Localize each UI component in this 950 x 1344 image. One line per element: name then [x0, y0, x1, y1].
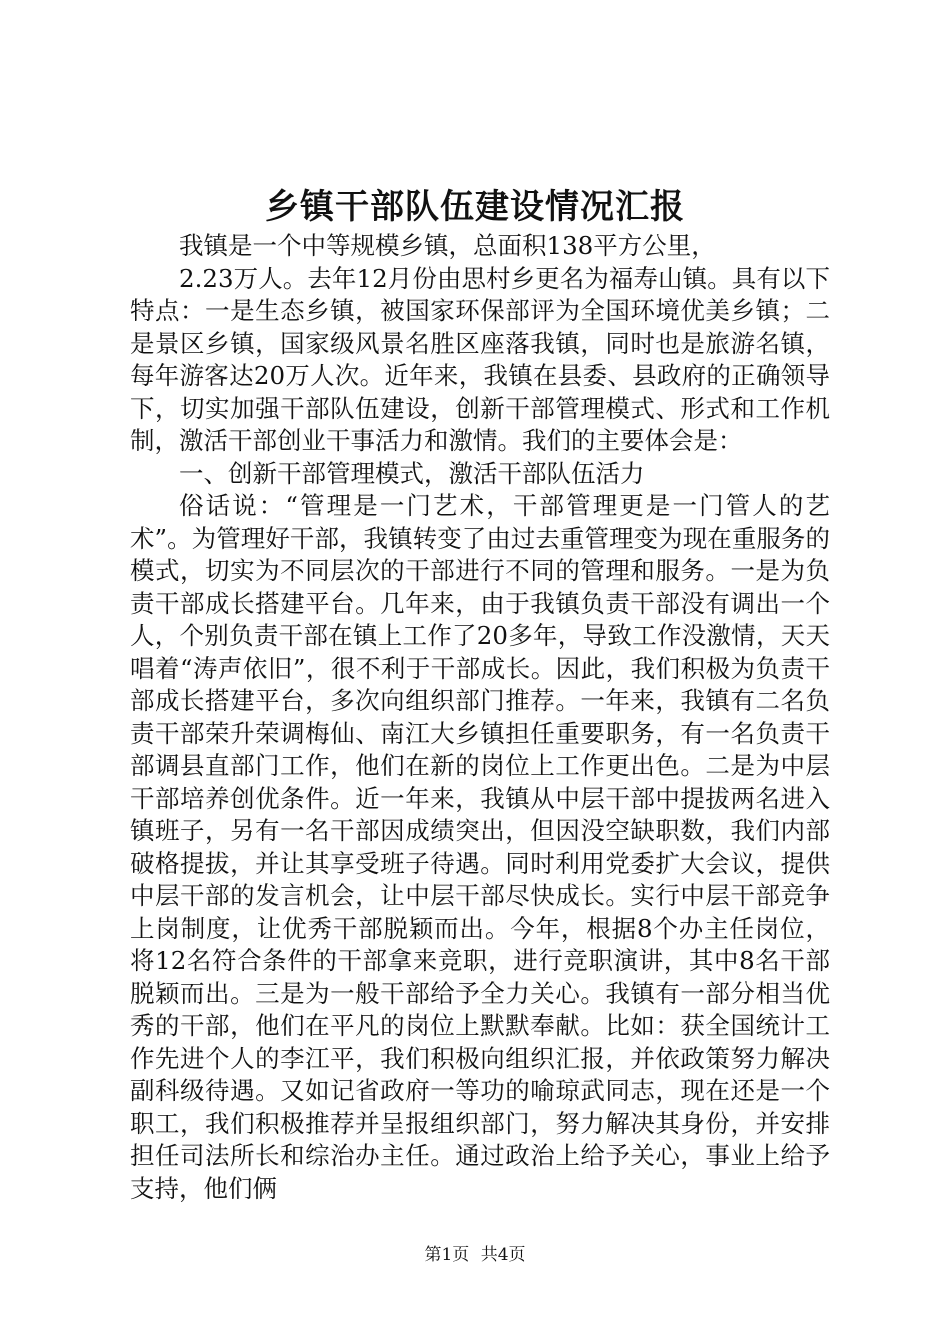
section-heading-1: 一、创新干部管理模式，激活干部队伍活力 — [179, 458, 645, 488]
document-body — [130, 230, 830, 1205]
page-footer — [0, 1243, 950, 1267]
paragraph-intro: 我镇是一个中等规模乡镇，总面积138平方公里， — [179, 231, 716, 260]
paragraph-features: 2.23万人。去年12月份由思村乡更名为福寿山镇。具有以下特点：一是生态乡镇，被国家环保部评为全国环境优美乡镇；二是景区乡镇，国家级风景名胜区座落我镇，同时也是旅游名镇，每年游客达20万人次。近年来，我镇在县委、县政府的正确领导下，切实加强干部队伍建设，创新干部管理模式、形式和工作机制，激活干部创业干事活力和激情。我们的主要体会是： — [130, 263, 830, 455]
page-number: 第1页 — [424, 1245, 470, 1265]
document-title: 乡镇干部队伍建设情况汇报 — [265, 187, 685, 227]
page-total: 共4页 — [480, 1245, 526, 1265]
paragraph-management: 俗话说：“管理是一门艺术，干部管理更是一门管人的艺术”。为管理好干部，我镇转变了由过去重管理变为现在重服务的模式，切实为不同层次的干部进行不同的管理和服务。一是为负责干部成长搭建平台。几年来，由于我镇负责干部没有调出一个人，个别负责干部在镇上工作了20多年，导致工作没激情，天天唱着“涛声依旧”，很不利于干部成长。因此，我们积极为负责干部成长搭建平台，多次向组织部门推荐。一年来，我镇有二名负责干部荣升荣调梅仙、南江大乡镇担任重要职务，有一名负责干部调县直部门工作，他们在新的岗位上工作更出色。二是为中层干部培养创优条件。近一年来，我镇从中层干部中提拔两名进入镇班子，另有一名干部因成绩突出，但因没空缺职数，我们内部破格提拔，并让其享受班子待遇。同时利用党委扩大会议，提供中层干部的发言机会，让中层干部尽快成长。实行中层干部竞争上岗制度，让优秀干部脱颖而出。今年，根据8个办主任岗位，将12名符合条件的干部拿来竞职，进行竞职演讲，其中8名干部脱颖而出。三是为一般干部给予全力关心。我镇有一部分相当优秀的干部，他们在平凡的岗位上默默奉献。比如：获全国统计工作先进个人的李江平，我们积极向组织汇报，并依政策努力解决副科级待遇。又如记省政府一等功的喻琼武同志，现在还是一个职工，我们积极推荐并呈报组织部门，努力解决其身份，并安排担任司法所长和综治办主任。通过政治上给予关心，事业上给予支持，他们俩 — [130, 491, 830, 1203]
